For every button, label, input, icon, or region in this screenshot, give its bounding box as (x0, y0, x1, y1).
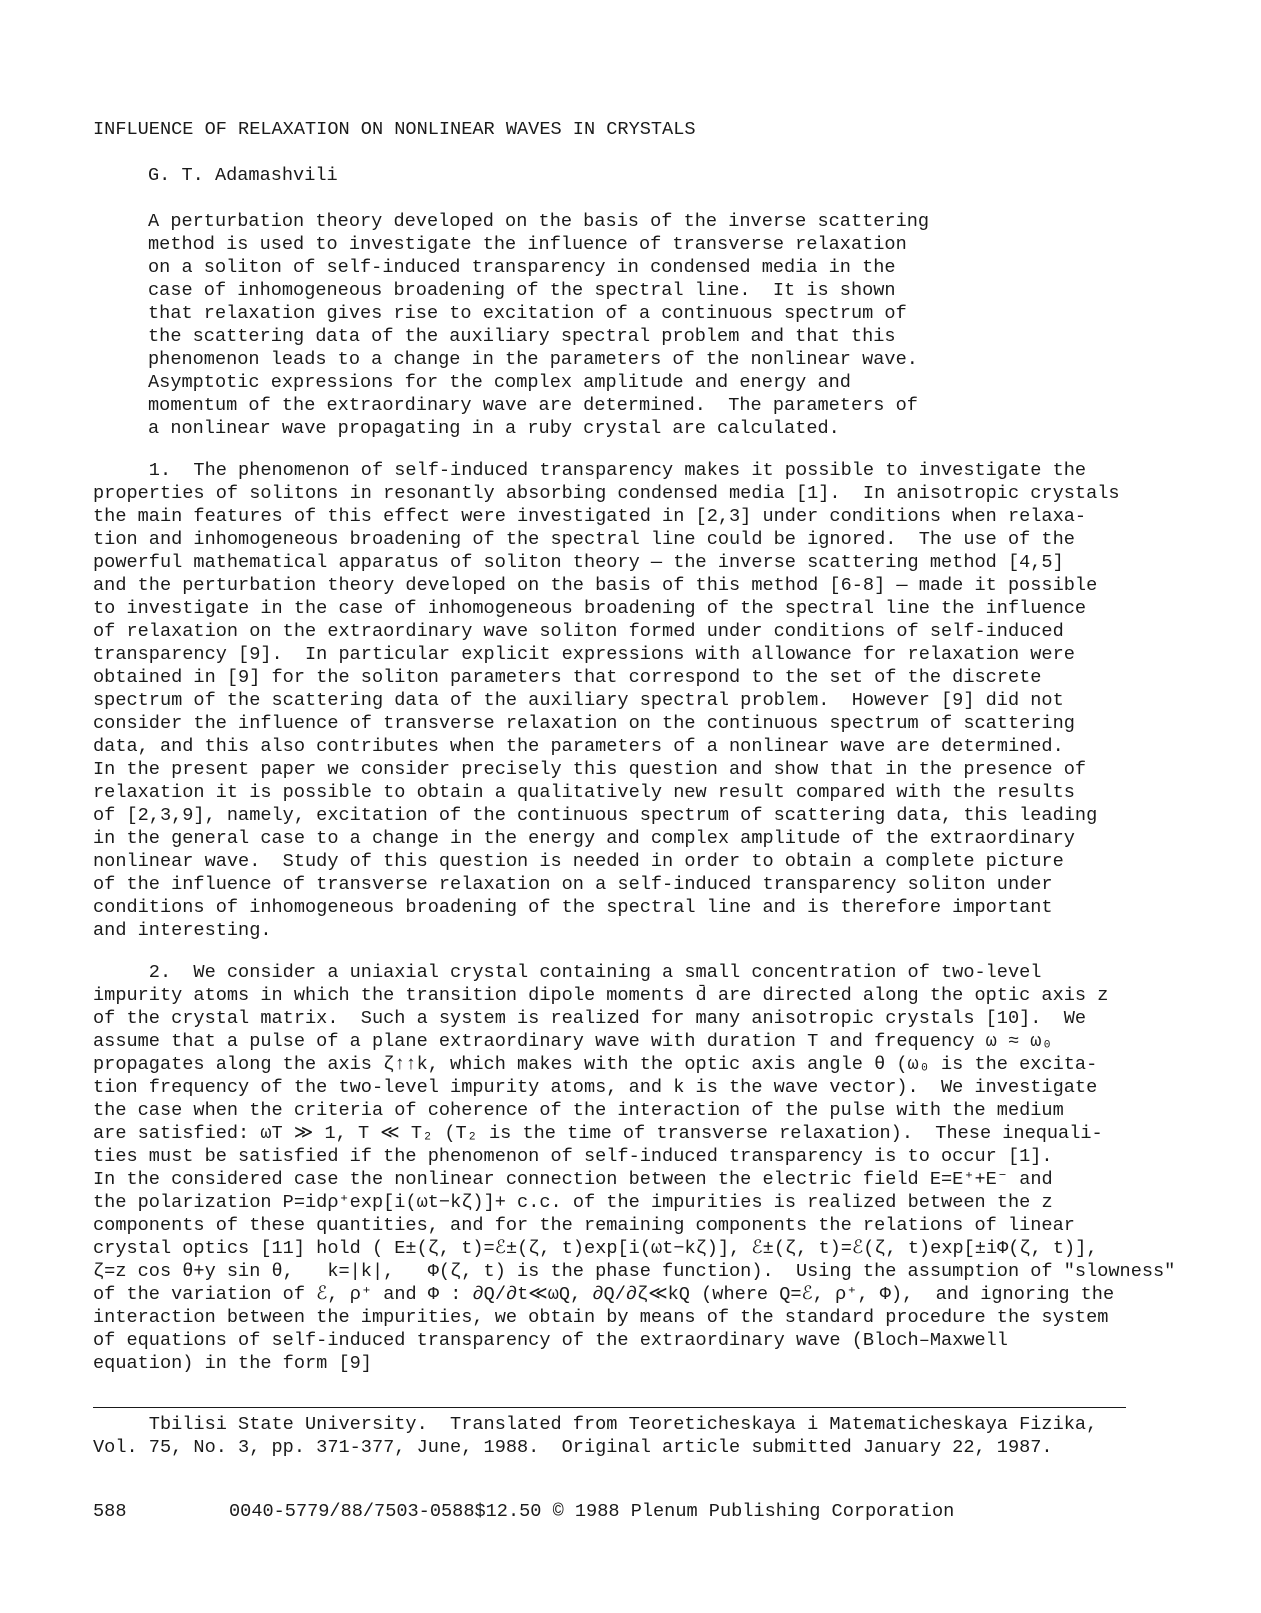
text-line: propagates along the axis ζ↑↑k, which makes with the optic axis angle θ (ω₀ is the excita- (93, 1054, 1098, 1075)
text-line: case of inhomogeneous broadening of the spectral line. It is shown (148, 280, 896, 301)
text-line: of the crystal matrix. Such a system is realized for many anisotropic crystals [10]. We (93, 1008, 1087, 1029)
text-line: of equations of self-induced transparency of the extraordinary wave (Bloch–Maxwell (93, 1330, 1008, 1351)
text-line: components of these quantities, and for the remaining components the relations of linear (93, 1215, 1075, 1236)
text-line: Tbilisi State University. Translated from Teoreticheskaya i Matematicheskaya Fizika, (93, 1414, 1098, 1435)
paper-title: INFLUENCE OF RELAXATION ON NONLINEAR WAVES IN CRYSTALS (93, 119, 696, 140)
text-line: and interesting. (93, 920, 272, 941)
text-line: A perturbation theory developed on the basis of the inverse scattering (148, 211, 930, 232)
text-line: Vol. 75, No. 3, pp. 371-377, June, 1988. Original article submitted January 22, 1987. (93, 1437, 1053, 1458)
text-line: the main features of this effect were investigated in [2,3] under conditions when relaxa- (93, 506, 1087, 527)
text-line: method is used to investigate the influence of transverse relaxation (148, 234, 907, 255)
text-line: Asymptotic expressions for the complex amplitude and energy and (148, 372, 851, 393)
text-line: data, and this also contributes when the parameters of a nonlinear wave are determined. (93, 736, 1064, 757)
text-line: of relaxation on the extraordinary wave soliton formed under conditions of self-induced (93, 621, 1064, 642)
text-line: ties must be satisfied if the phenomenon of self-induced transparency is to occur [1]. (93, 1146, 1053, 1167)
text-line: that relaxation gives rise to excitation of a continuous spectrum of (148, 303, 907, 324)
text-line: 2. We consider a uniaxial crystal containing a small concentration of two-level (93, 962, 1042, 983)
footnote (93, 1413, 1097, 1459)
text-line: assume that a pulse of a plane extraordinary wave with duration T and frequency ω ≈ ω₀ (93, 1031, 1053, 1052)
abstract (148, 210, 929, 440)
text-line: tion and inhomogeneous broadening of the spectral line could be ignored. The use of the (93, 529, 1075, 550)
text-line: crystal optics [11] hold ( E±(ζ, t)=ℰ±(ζ, t)exp[i(ωt−kζ)], ℰ±(ζ, t)=ℰ(ζ, t)exp[±iΦ(ζ, t)], (93, 1238, 1098, 1259)
text-line: of the influence of transverse relaxation on a self-induced transparency soliton under (93, 874, 1053, 895)
text-line: powerful mathematical apparatus of soliton theory — the inverse scattering method [4,5] (93, 552, 1064, 573)
text-line: impurity atoms in which the transition dipole moments d̄ are directed along the optic axis z (93, 985, 1109, 1006)
text-line: conditions of inhomogeneous broadening of the spectral line and is therefore important (93, 897, 1053, 918)
text-line: equation) in the form [9] (93, 1353, 372, 1374)
text-line: ζ=z cos θ+y sin θ, k=|k|, Φ(ζ, t) is the phase function). Using the assumption of "slowness" (93, 1261, 1176, 1282)
text-line: the polarization P=idρ⁺exp[i(ωt−kζ)]+ c.c. of the impurities is realized between the z (93, 1192, 1053, 1213)
text-line: properties of solitons in resonantly absorbing condensed media [1]. In anisotropic crystals (93, 483, 1120, 504)
text-line: 1. The phenomenon of self-induced transparency makes it possible to investigate the (93, 460, 1087, 481)
text-line: transparency [9]. In particular explicit expressions with allowance for relaxation were (93, 644, 1075, 665)
text-line: on a soliton of self-induced transparency in condensed media in the (148, 257, 896, 278)
text-line: the scattering data of the auxiliary spectral problem and that this (148, 326, 896, 347)
text-line: obtained in [9] for the soliton parameters that correspond to the set of the discrete (93, 667, 1042, 688)
text-line: interaction between the impurities, we obtain by means of the standard procedure the system (93, 1307, 1109, 1328)
text-line: in the general case to a change in the energy and complex amplitude of the extraordinary (93, 828, 1075, 849)
text-line: spectrum of the scattering data of the auxiliary spectral problem. However [9] did not (93, 690, 1064, 711)
publication-info: 0040-5779/88/7503-0588$12.50 © 1988 Plenum Publishing Corporation (229, 1501, 955, 1522)
section-1-body (93, 459, 1120, 942)
text-line: a nonlinear wave propagating in a ruby crystal are calculated. (148, 418, 840, 439)
section-2-body (93, 961, 1175, 1375)
author-name: G. T. Adamashvili (148, 165, 338, 186)
text-line: of the variation of ℰ, ρ⁺ and Φ : ∂Q/∂t≪ωQ, ∂Q/∂ζ≪kQ (where Q=ℰ, ρ⁺, Φ), and ignoring the (93, 1284, 1115, 1305)
text-line: of [2,3,9], namely, excitation of the continuous spectrum of scattering data, this leading (93, 805, 1098, 826)
text-line: relaxation it is possible to obtain a qualitatively new result compared with the results (93, 782, 1075, 803)
text-line: tion frequency of the two-level impurity atoms, and k is the wave vector). We investigate (93, 1077, 1098, 1098)
text-line: are satisfied: ωT ≫ 1, T ≪ T₂ (T₂ is the time of transverse relaxation). These inequali- (93, 1123, 1103, 1144)
text-line: the case when the criteria of coherence of the interaction of the pulse with the medium (93, 1100, 1064, 1121)
text-line: In the considered case the nonlinear connection between the electric field E=E⁺+E⁻ and (93, 1169, 1053, 1190)
page-number: 588 (93, 1501, 127, 1522)
text-line: phenomenon leads to a change in the parameters of the nonlinear wave. (148, 349, 918, 370)
text-line: to investigate in the case of inhomogeneous broadening of the spectral line the influence (93, 598, 1087, 619)
text-line: nonlinear wave. Study of this question is needed in order to obtain a complete picture (93, 851, 1064, 872)
text-line: and the perturbation theory developed on the basis of this method [6-8] — made it possible (93, 575, 1098, 596)
text-line: momentum of the extraordinary wave are determined. The parameters of (148, 395, 918, 416)
text-line: consider the influence of transverse relaxation on the continuous spectrum of scattering (93, 713, 1075, 734)
text-line: In the present paper we consider precisely this question and show that in the presence of (93, 759, 1087, 780)
footnote-rule (93, 1407, 1126, 1408)
